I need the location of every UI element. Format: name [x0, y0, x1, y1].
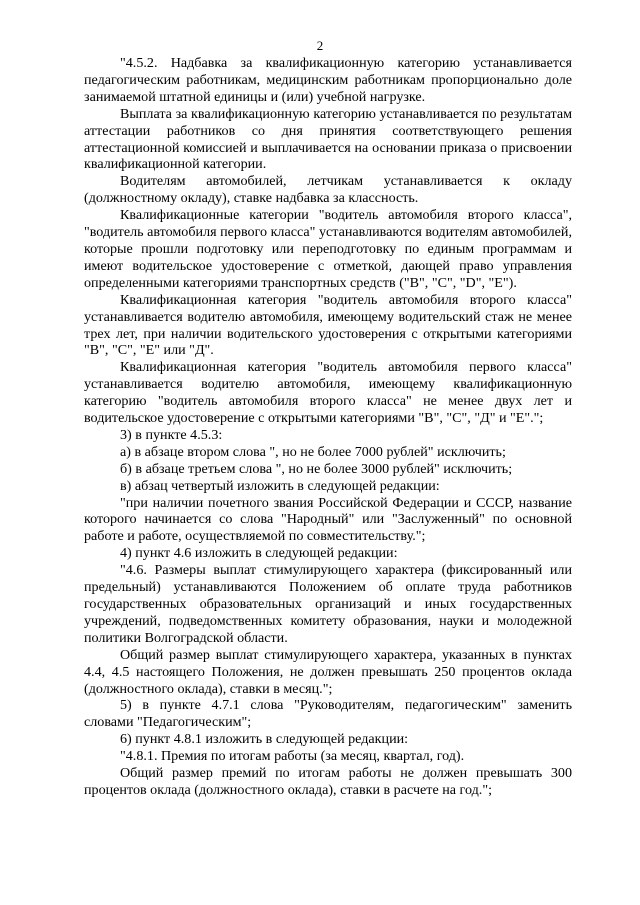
paragraph-item-5: 5) в пункте 4.7.1 слова "Руководителям, педагогическим" заменить словами "Педагогическим";: [84, 697, 572, 731]
paragraph-drivers-bonus: Водителям автомобилей, летчикам устанавливается к окладу (должностному окладу), ставке надбавка за классность.: [84, 173, 572, 207]
paragraph-4-5-2: "4.5.2. Надбавка за квалификационную категорию устанавливается педагогическим работникам, медицинским работникам пропорционально доле занимаемой штатной единицы и (или) учебной нагрузке.: [84, 55, 572, 105]
paragraph-item-3a: а) в абзаце втором слова ", но не более 7000 рублей" исключить;: [120, 443, 506, 460]
paragraph-item-3b: б) в абзаце третьем слова ", но не более 3000 рублей" исключить;: [120, 460, 513, 477]
paragraph-honorary-title: "при наличии почетного звания Российской Федерации и СССР, название которого начинается со слова "Народный" или "Заслуженный" по основной работе и работе, осуществляемой по совместительству.";: [84, 494, 572, 545]
document-body: [84, 55, 572, 799]
paragraph-item-3: 3) в пункте 4.5.3:: [120, 426, 223, 443]
paragraph-item-3c: в) абзац четвертый изложить в следующей редакции:: [120, 477, 440, 494]
paragraph-bonus-limit: Общий размер премий по итогам работы не должен превышать 300 процентов оклада (должностного оклада), ставки в расчете на год.";: [84, 765, 572, 798]
paragraph-driver-categories: Квалификационные категории "водитель автомобиля второго класса", "водитель автомобиля первого класса" устанавливаются водителям автомобилей, которые прошли подготовку или переподготовку по единым программам и имеют водительское удостоверение с отметкой, дающей право управления определенными категориями транспортных средств ("B", "C", "D", "E").: [84, 207, 572, 291]
page-number: 2: [316, 38, 324, 53]
paragraph-category-payment: Выплата за квалификационную категорию устанавливается по результатам аттестации работников со дня принятия соответствующего решения аттестационной комиссией и выплачивается на основании приказа о присвоении квалификационной категории.: [84, 105, 572, 173]
paragraph-first-class: Квалификационная категория "водитель автомобиля первого класса" устанавливается водителю автомобиля, имеющему квалификационную категорию "водитель автомобиля второго класса" не менее двух лет и водительское удостоверение с открытыми категориями "B", "C", "Д" и "E".";: [84, 359, 572, 427]
paragraph-stimulus-limit: Общий размер выплат стимулирующего характера, указанных в пунктах 4.4, 4.5 настоящего Положения, не должен превышать 250 процентов оклада (должностного оклада), ставки в месяц.";: [84, 646, 572, 697]
paragraph-4-6: "4.6. Размеры выплат стимулирующего характера (фиксированный или предельный) устанавливаются Положением об оплате труда работников государственных образовательных организаций и иных государственных учреждений, подведомственных комитету образования, науки и молодежной политики Волгоградской области.: [84, 562, 572, 646]
paragraph-item-4: 4) пункт 4.6 изложить в следующей редакции:: [120, 545, 398, 562]
paragraph-item-6: 6) пункт 4.8.1 изложить в следующей редакции:: [120, 731, 409, 748]
paragraph-4-8-1: "4.8.1. Премия по итогам работы (за месяц, квартал, год).: [120, 748, 465, 765]
paragraph-second-class: Квалификационная категория "водитель автомобиля второго класса" устанавливается водителю автомобиля, имеющему водительский стаж не менее трех лет, при наличии водительского удостоверения с открытыми категориями "B", "C", "E" или "Д".: [84, 291, 572, 359]
